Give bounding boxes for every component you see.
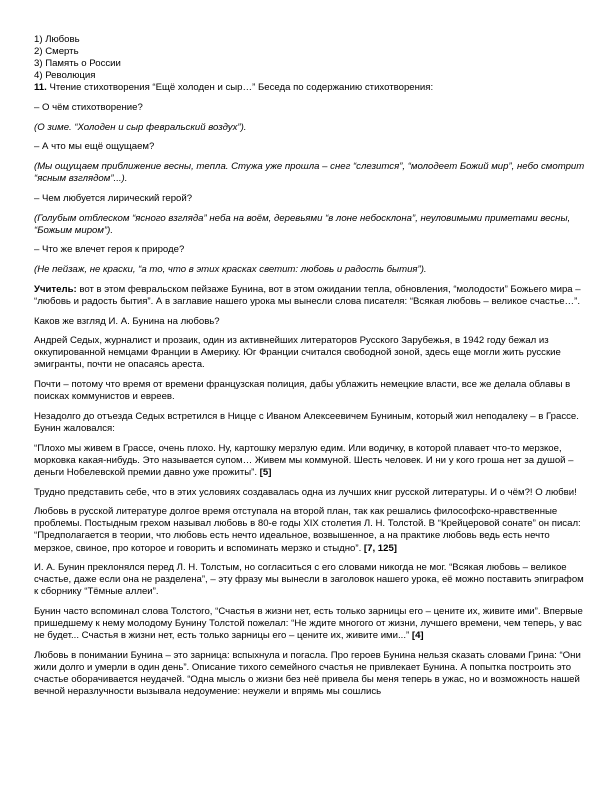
sedykh-paragraph: Андрей Седых, журналист и прозаик, один из активнейших литераторов Русского Зарубежья, в 1942 году бежал из оккупированной немцами Франции в Америку. Юг Франции считался свободной зоной, здесь еще могли жить русские эмигранты, почти не опасаясь ареста. (34, 335, 561, 371)
dialog-answer: (Не пейзаж, не краски, “а то, что в этих красках светит: любовь и радость бытия”). (34, 264, 427, 276)
task-text: Чтение стихотворения “Ещё холоден и сыр…” Беседа по содержанию стихотворения: (46, 82, 434, 94)
bunin-paragraph: И. А. Бунин преклонялся перед Л. Н. Толстым, но согласиться с его словами никогда не мог. “Всякая любовь – великое счастье, даже если она не разделена”, – эту фразу мы вынесли в заголовок нашего урока, её можно поставить эпиграфом к сборнику “Тёмные аллеи”. (34, 562, 584, 598)
citation-ref: [7, 125] (363, 542, 397, 554)
dialog-question: – Чем любуется лирический герой? (34, 192, 193, 204)
dialog-question: – Что же влечет героя к природе? (34, 244, 185, 256)
police-paragraph: Почти – потому что время от времени французская полиция, дабы ублажить немецкие власти, все же делала облавы в поисках коммунистов и евреев. (34, 379, 571, 403)
tolstoy-paragraph: Любовь в русской литературе долгое время отступала на второй план, так как решались философско-нравственные проблемы. Постыдным грехом называл любовь в 80-е годы XIX столетия Л. Н. Толстой. В “Крейцеровой сонате” он писал: “Предполагается в теории, что любовь есть нечто идеальное, возвышенное, а на практике любовь ведь есть нечто мерзкое, свиное, про которое и говорить и вспоминать мерзко и стыдно”. [7, 125] (34, 506, 581, 554)
dialog-answer: (Голубым отблеском “ясного взгляда” неба на воём, деревьями “в лоне небосклона”, неуловимыми приметами весны, “Божьим миром”). (34, 212, 571, 236)
option-item: 4) Революция (34, 70, 96, 82)
task-11 (34, 82, 586, 94)
citation-ref: [4] (411, 630, 424, 642)
option-item: 3) Память о России (34, 58, 121, 70)
question-paragraph: Каков же взгляд И. А. Бунина на любовь? (34, 315, 220, 327)
hard-paragraph: Трудно представить себе, что в этих условиях создавалась одна из лучших книг русской литературы. И о чём?! О любви! (34, 486, 577, 498)
citation-ref: [5] (259, 466, 272, 478)
quote-paragraph: “Плохо мы живем в Грассе, очень плохо. Ну, картошку мерзлую едим. Или водичку, в которой плавает что-то мерзкое, морковка какая-нибудь. Это называется супом… Живем мы коммуной. Шесть человек. И ни у кого гроша нет за душой – деньги Нобелевской премии давно уже прожиты”. [5] (34, 442, 574, 478)
flash-paragraph: Любовь в понимании Бунина – это зарница: вспыхнула и погасла. Про героев Бунина нельзя сказать словами Грина: “Они жили долго и умерли в один день”. Описание тихого семейного счастья не привлекает Бунина. А попытка построить это счастье оборачивается неудачей. “Одна мысль о жизни без неё привела бы меня теперь в ужас, но и возможность нашей вечной неразлучности вызывала недоумение: неужели и впрямь мы сошлись (34, 649, 581, 698)
teacher-text: вот в этом февральском пейзаже Бунина, вот в этом ожидании тепла, обновления, “молодости” Божьего мира – “любовь и радость бытия”. А в заглавие нашего урока мы вынесли слова писателя: “Всякая любовь – великое счастье…”. (34, 283, 581, 307)
dialog-question: – А что мы ещё ощущаем? (34, 141, 155, 153)
dialog-answer: (Мы ощущаем приближение весны, тепла. Стужа уже прошла – снег “слезится”, “молодеет Божий мир”, небо смотрит “ясным взглядом”...). (34, 161, 585, 185)
answer-options (34, 34, 586, 82)
option-item: 2) Смерть (34, 46, 79, 58)
teacher-label: Учитель: (34, 283, 77, 295)
teacher-paragraph (34, 284, 586, 308)
visit-paragraph: Бунин часто вспоминал слова Толстого, “Счастья в жизни нет, есть только зарницы его – цените их, живите ими”. Впервые пришедшему к нему молодому Бунину Толстой пожелал: “Не ждите многого от жизни, лучшего времени, чем теперь, у вас не будет... Счастья в жизни нет, есть только зарницы его – цените их, живите ими...” [4] (34, 606, 583, 642)
dialog-answer: (О зиме. “Холоден и сыр февральский воздух”). (34, 121, 247, 133)
task-number: 11. (34, 82, 47, 94)
option-item: 1) Любовь (34, 34, 80, 45)
nice-paragraph: Незадолго до отъезда Седых встретился в Ницце с Иваном Алексеевичем Буниным, который жил неподалеку – в Грассе. Бунин жаловался: (34, 410, 579, 434)
dialog-question: – О чём стихотворение? (34, 102, 143, 114)
